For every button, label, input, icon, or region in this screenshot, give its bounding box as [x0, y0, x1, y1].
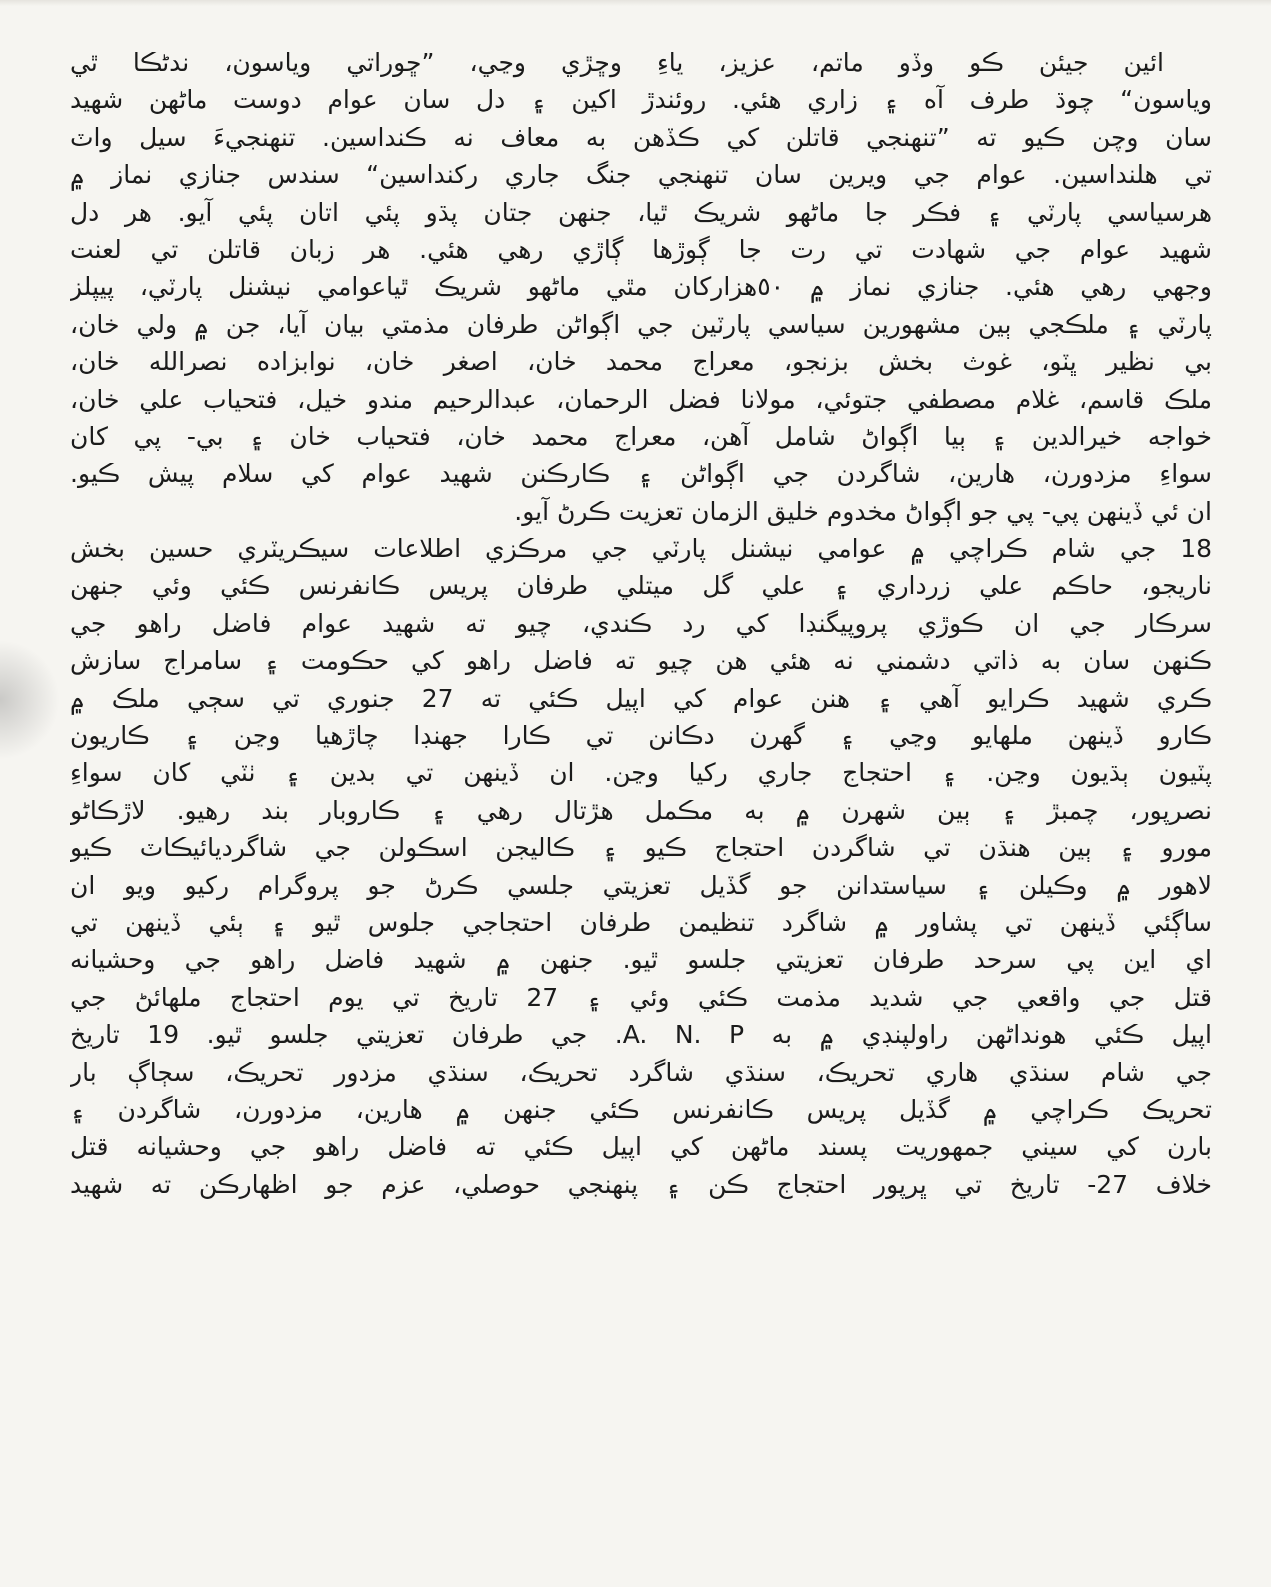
text-line: ڪارو ڏينهن ملهايو وڃي ۽ گهرن دڪانن تي ڪارا جهنڊا چاڙهيا وڃن ۽ ڪاريون [70, 721, 1212, 751]
text-line: خلاف 27- تاريخ تي ڀرپور احتجاج ڪن ۽ پنهنجي حوصلي، عزم جو اظهارڪن ته شهيد [70, 1169, 1212, 1199]
text-line: اي اين پي سرحد طرفان تعزيتي جلسو ٿيو. جنهن ۾ شهيد فاضل راهو جي وحشيانه [70, 945, 1212, 975]
text-line: جي شام سنڌي هاري تحريڪ، سنڌي شاگرد تحريڪ، سنڌي مزدور تحريڪ، سڄاڳ بار [70, 1057, 1212, 1087]
text-line: بي نظير ڀٽو، غوث بخش بزنجو، معراج محمد خان، اصغر خان، نوابزاده نصرالله خان، [70, 347, 1212, 377]
text-line: ڪري شهيد ڪرايو آهي ۽ هنن عوام کي اپيل ڪئي ته 27 جنوري تي سڄي ملڪ ۾ [70, 683, 1212, 713]
scan-binding-shadow [0, 640, 60, 760]
text-line: ان ئي ڏينهن پي- پي جو اڳواڻ مخدوم خليق الزمان تعزيت ڪرڻ آيو. [514, 496, 1212, 526]
text-line: سواءِ مزدورن، هارين، شاگردن جي اڳواڻن ۽ ڪارڪنن شهيد عوام کي سلام پيش ڪيو. [70, 459, 1212, 489]
text-line: قتل جي واقعي جي شديد مذمت ڪئي وئي ۽ 27 تاريخ تي يوم احتجاج ملهائڻ جي [70, 982, 1212, 1012]
text-line: شهيد عوام جي شهادت تي رت جا ڳوڙها ڳاڙي رهي هئي. هر زبان قاتلن تي لعنت [70, 234, 1212, 264]
text-line: وياسون“ چوڌ طرف آه ۽ زاري هئي. روئندڙ اکين ۽ دل سان عوام دوست ماڻهن شهيد [70, 85, 1212, 115]
text-line: لاهور ۾ وڪيلن ۽ سياستدانن جو گڏيل تعزيتي جلسي ڪرڻ جو پروگرام رکيو ويو ان [70, 870, 1212, 900]
text-line: پٽيون ٻڌيون وڃن. ۽ احتجاج جاري رکيا وڃن. ان ڏينهن تي بدين ۽ ٺٽي کان سواءِ [70, 758, 1212, 788]
text-line: ناريجو، حاڪم علي زرداري ۽ علي گل ميتلي طرفان پريس ڪانفرنس ڪئي وئي جنهن [70, 571, 1212, 601]
text-line: تي هلنداسين. عوام جي ويرين سان تنهنجي جنگ جاري رکنداسين“ سندس جنازي نماز ۾ [70, 160, 1212, 190]
text-line: 18 جي شام ڪراچي ۾ عوامي نيشنل پارٽي جي مرڪزي اطلاعات سيڪريٽري حسين بخش [70, 534, 1212, 564]
text-line: سان وچن ڪيو ته ”تنهنجي قاتلن کي ڪڏهن به معاف نه ڪنداسين. تنهنجيءَ سيل واٽ [70, 122, 1212, 152]
text-line: هرسياسي پارٽي ۽ فڪر جا ماڻهو شريڪ ٿيا، جنهن جتان پڌو پئي اتان پئي آيو. هر دل [70, 197, 1212, 227]
text-line: پارٽي ۽ ملڪجي ٻين مشهورين سياسي پارٽين جي اڳواڻن طرفان مذمتي بيان آيا، جن ۾ ولي خان، [70, 309, 1212, 339]
text-line: خواجه خيرالدين ۽ ٻيا اڳواڻ شامل آهن، معراج محمد خان، فتحياب خان ۽ بي- پي کان [70, 421, 1212, 451]
text-line: ساڳئي ڏينهن تي پشاور ۾ شاگرد تنظيمن طرفان احتجاجي جلوس ٿيو ۽ ٻئي ڏينهن تي [70, 907, 1212, 937]
text-line: بارن کي سيني جمهوريت پسند ماڻهن کي اپيل ڪئي ته فاضل راهو جي وحشيانه قتل [70, 1132, 1212, 1162]
text-line: ڪنهن سان به ذاتي دشمني نه هئي هن چيو ته فاضل راهو کي حڪومت ۽ سامراج سازش [70, 646, 1212, 676]
text-line: ملڪ قاسم، غلام مصطفي جتوئي، مولانا فضل الرحمان، عبدالرحيم مندو خيل، فتحياب علي خان، [70, 384, 1212, 414]
text-line: سرڪار جي ان ڪوڙي پروپيگنڊا کي رد ڪندي، چيو ته شهيد عوام فاضل راهو جي [70, 608, 1212, 638]
text-line: وجهي رهي هئي. جنازي نماز ۾ ٥٠هزارکان مٿي ماڻهو شريڪ ٿياعوامي نيشنل پارٽي، پيپلز [70, 272, 1212, 302]
text-line: نصرپور، چمبڙ ۽ ٻين شهرن ۾ به مڪمل هڙتال رهي ۽ ڪاروبار بند رهيو. لاڙڪاڻو [70, 795, 1212, 825]
article-body [70, 44, 1212, 1203]
text-line: مورو ۽ ٻين هنڌن تي شاگردن احتجاج ڪيو ۽ ڪاليجن اسڪولن جي شاگرديائيڪاٽ ڪيو [70, 833, 1212, 863]
page-top-edge [0, 0, 1271, 6]
text-line: اپيل ڪئي هونداڻهن راولپنڊي ۾ به A. N. P. جي طرفان تعزيتي جلسو ٿيو. 19 تاريخ [70, 1020, 1212, 1050]
text-line: ائين جيئن ڪو وڏو ماتم، عزيز، ياءِ وڇڙي وڃي، ”ڇوراتي وياسون، ندڻڪا ٿي [70, 48, 1164, 77]
text-line: تحريڪ ڪراچي ۾ گڏيل پريس ڪانفرنس ڪئي جنهن ۾ هارين، مزدورن، شاگردن ۽ [70, 1094, 1212, 1124]
